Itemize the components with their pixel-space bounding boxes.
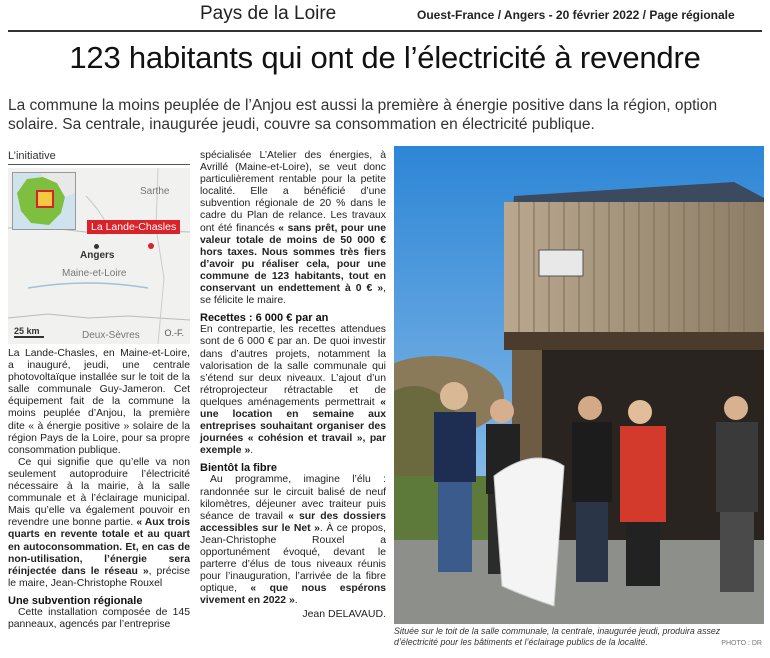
subheading: Recettes : 6 000 € par an — [200, 312, 329, 325]
header-rule — [8, 30, 762, 32]
author-byline: Jean DELAVAUD. — [302, 608, 386, 621]
locator-map — [8, 168, 190, 344]
map-label-sarthe: Sarthe — [140, 186, 170, 197]
photo-credit: PHOTO : DR — [721, 640, 762, 647]
text-run: spécialisée L’Atelier des énergies, à Avrillé (Maine-et-Loire), se veut donc particulièrement rentable pour la petite localité. Elle a bénéficié d’une subvention régionale de 20 % dans le cadre du Plan de relance. Les travaux ont été financés — [200, 150, 386, 234]
map-pin-label: La Lande-Chasles — [87, 220, 180, 234]
map-label-maine-et-loire: Maine-et-Loire — [62, 268, 127, 279]
quote-run: « sans prêt, pour une valeur totale de moins de 50 000 € hors taxes. Nous sommes très fiers d’avoir pu réaliser cela, pour une commune de 123 habitants, tout en conservant un endettement à 0 € » — [200, 222, 387, 295]
article-paragraph — [200, 324, 386, 457]
text-run: . — [294, 595, 298, 607]
photo-caption: Située sur le toit de la salle communale, la centrale, inaugurée jeudi, produira assez d’électricité pour les bâtiments et l’éclairage publics de la localité. — [394, 626, 721, 647]
text-run: . — [250, 445, 254, 457]
subheading: Bientôt la fibre — [200, 462, 278, 475]
map-scale-label: 25 km — [14, 326, 40, 336]
text-run: . À ce propos, Jean-Christophe Rouxel a opportunément évoqué, devant le parterre d’élus de tous niveaux réunis pour l’inauguration, l’arrivée de la fibre optique, — [200, 522, 386, 595]
inset-graphic — [13, 173, 75, 229]
regional-inset-map — [12, 172, 76, 230]
article-column-1 — [8, 348, 190, 631]
article-photo — [394, 146, 764, 624]
text-run: En contrepartie, les recettes attendues sont de 6 000 € par an. De quoi investir dans d’autres projets, notamment la valorisation de la salle communale qui s’étend sur deux niveaux. L’ajout d’un rétroprojecteur rétractable et de quelques aménagements permettrait — [200, 324, 386, 408]
text-run: , précise le maire, Jean-Christophe Rouxel — [8, 565, 190, 589]
map-scale-bar — [14, 336, 44, 338]
quote-run: « que nous espérons vivement en 2022 » — [200, 583, 386, 607]
map-label-deux-sevres: Deux-Sèvres — [82, 330, 140, 341]
quote-run: « sur des dossiers accessibles sur le Net » — [200, 510, 386, 534]
intro-paragraph: La commune la moins peuplée de l’Anjou est aussi la première à énergie positive dans la région, option solaire. Sa centrale, inaugurée jeudi, couvre sa consommation en électricité publique. — [8, 97, 718, 133]
photo-illustration — [394, 146, 764, 624]
text-run: Au programme, imagine l’élu : randonnée sur le circuit balisé de neuf kilomètres, déjeuner avec traiteur puis séance de travail — [200, 474, 386, 522]
text-run: Ce qui signifie que qu’elle va non seulement autoproduire l’électricité nécessaire à la mairie, à la salle communale et à l’éclairage municipal. Mais qu’elle va également pouvoir en revendre une bonne partie. — [8, 456, 190, 529]
article-paragraph: Cette installation composée de 145 panneaux, agencés par l’entreprise — [8, 606, 190, 631]
article-paragraph — [8, 457, 190, 590]
map-city-dot — [94, 244, 99, 249]
map-label-angers: Angers — [80, 250, 115, 261]
text-run: , se félicite le maire. — [200, 283, 386, 307]
kicker-rule — [8, 164, 190, 165]
region-label: Pays de la Loire — [200, 3, 337, 24]
article-paragraph — [200, 474, 386, 607]
subheading: Une subvention régionale — [8, 594, 143, 607]
map-credit: O.-F. — [164, 328, 184, 338]
headline: 123 habitants qui ont de l’électricité à revendre — [69, 40, 701, 75]
source-line: Ouest-France / Angers - 20 février 2022 / Page régionale — [417, 8, 735, 22]
article-paragraph — [200, 150, 386, 307]
quote-run: « une location en semaine aux entreprises souhaitant organiser des journées « cohésion et travail », par exemple » — [200, 396, 387, 457]
map-pin-dot — [148, 243, 154, 249]
page-header — [0, 0, 770, 30]
article-paragraph: La Lande-Chasles, en Maine-et-Loire, a inauguré, jeudi, une centrale photovoltaïque installée sur le toit de la salle communale Guy-Jameron. Cet équipement fait de la commune la moins peuplée d’Anjou, la première dite « à énergie positive » solaire de la région Pays de la Loire, pour sa propre consommation publique. — [8, 348, 190, 456]
article-column-2 — [200, 150, 386, 621]
quote-run: « Aux trois quarts en revente totale et au quart en autoconsommation. Et, en cas de non-utilisation, l’énergie sera réinjectée dans le réseau » — [8, 517, 190, 577]
section-kicker: L’initiative — [8, 150, 56, 162]
